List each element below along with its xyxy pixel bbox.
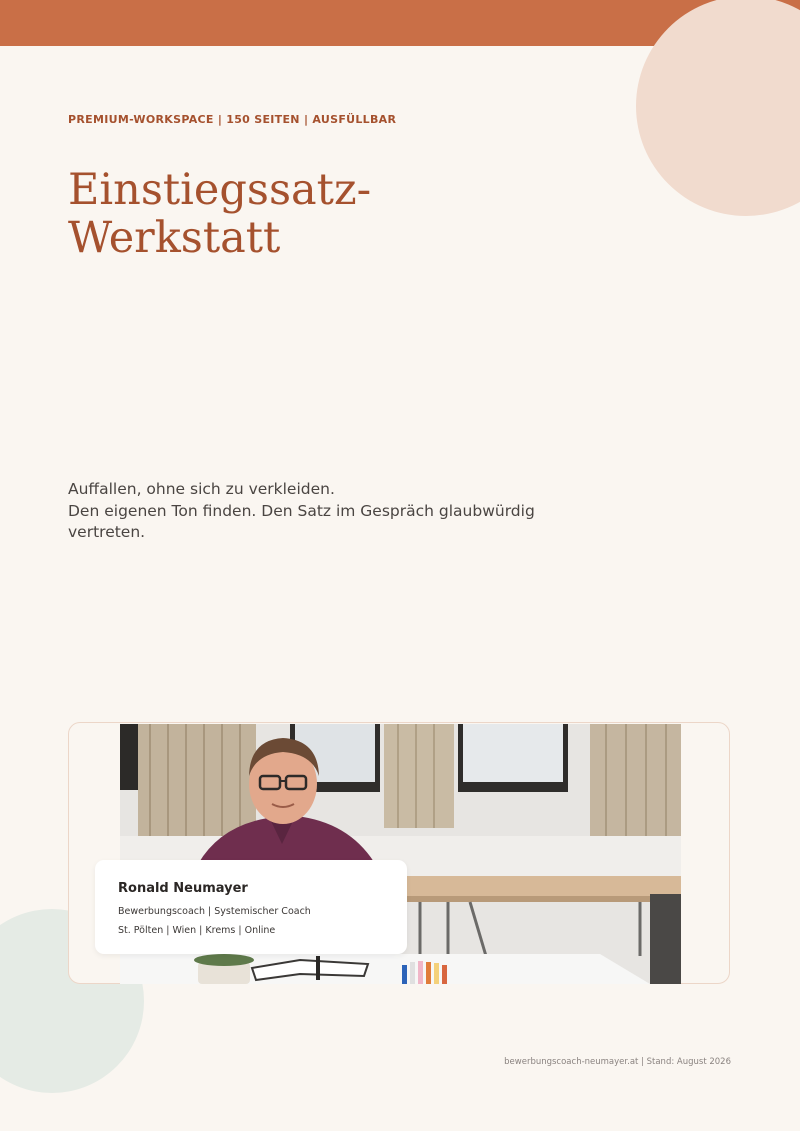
- title-line-1: Einstiegssatz-: [68, 165, 372, 215]
- page-title: [68, 166, 371, 262]
- coach-locations: St. Pölten | Wien | Krems | Online: [118, 925, 276, 936]
- intro-line-3: vertreten.: [68, 523, 146, 541]
- title-line-2: Werkstatt: [68, 213, 281, 263]
- coach-role: Bewerbungscoach | Systemischer Coach: [118, 906, 311, 917]
- profile-card: [95, 860, 407, 954]
- intro-line-2: Den eigenen Ton finden. Den Satz im Gespräch glaubwürdig: [68, 501, 535, 520]
- coach-name: Ronald Neumayer: [118, 881, 248, 896]
- footer-text: bewerbungscoach-neumayer.at | Stand: August 2026: [504, 1057, 731, 1067]
- intro-text: [68, 479, 568, 544]
- intro-line-1: Auffallen, ohne sich zu verkleiden.: [68, 480, 335, 498]
- cover-kicker: PREMIUM-WORKSPACE | 150 SEITEN | AUSFÜLLBAR: [68, 113, 397, 126]
